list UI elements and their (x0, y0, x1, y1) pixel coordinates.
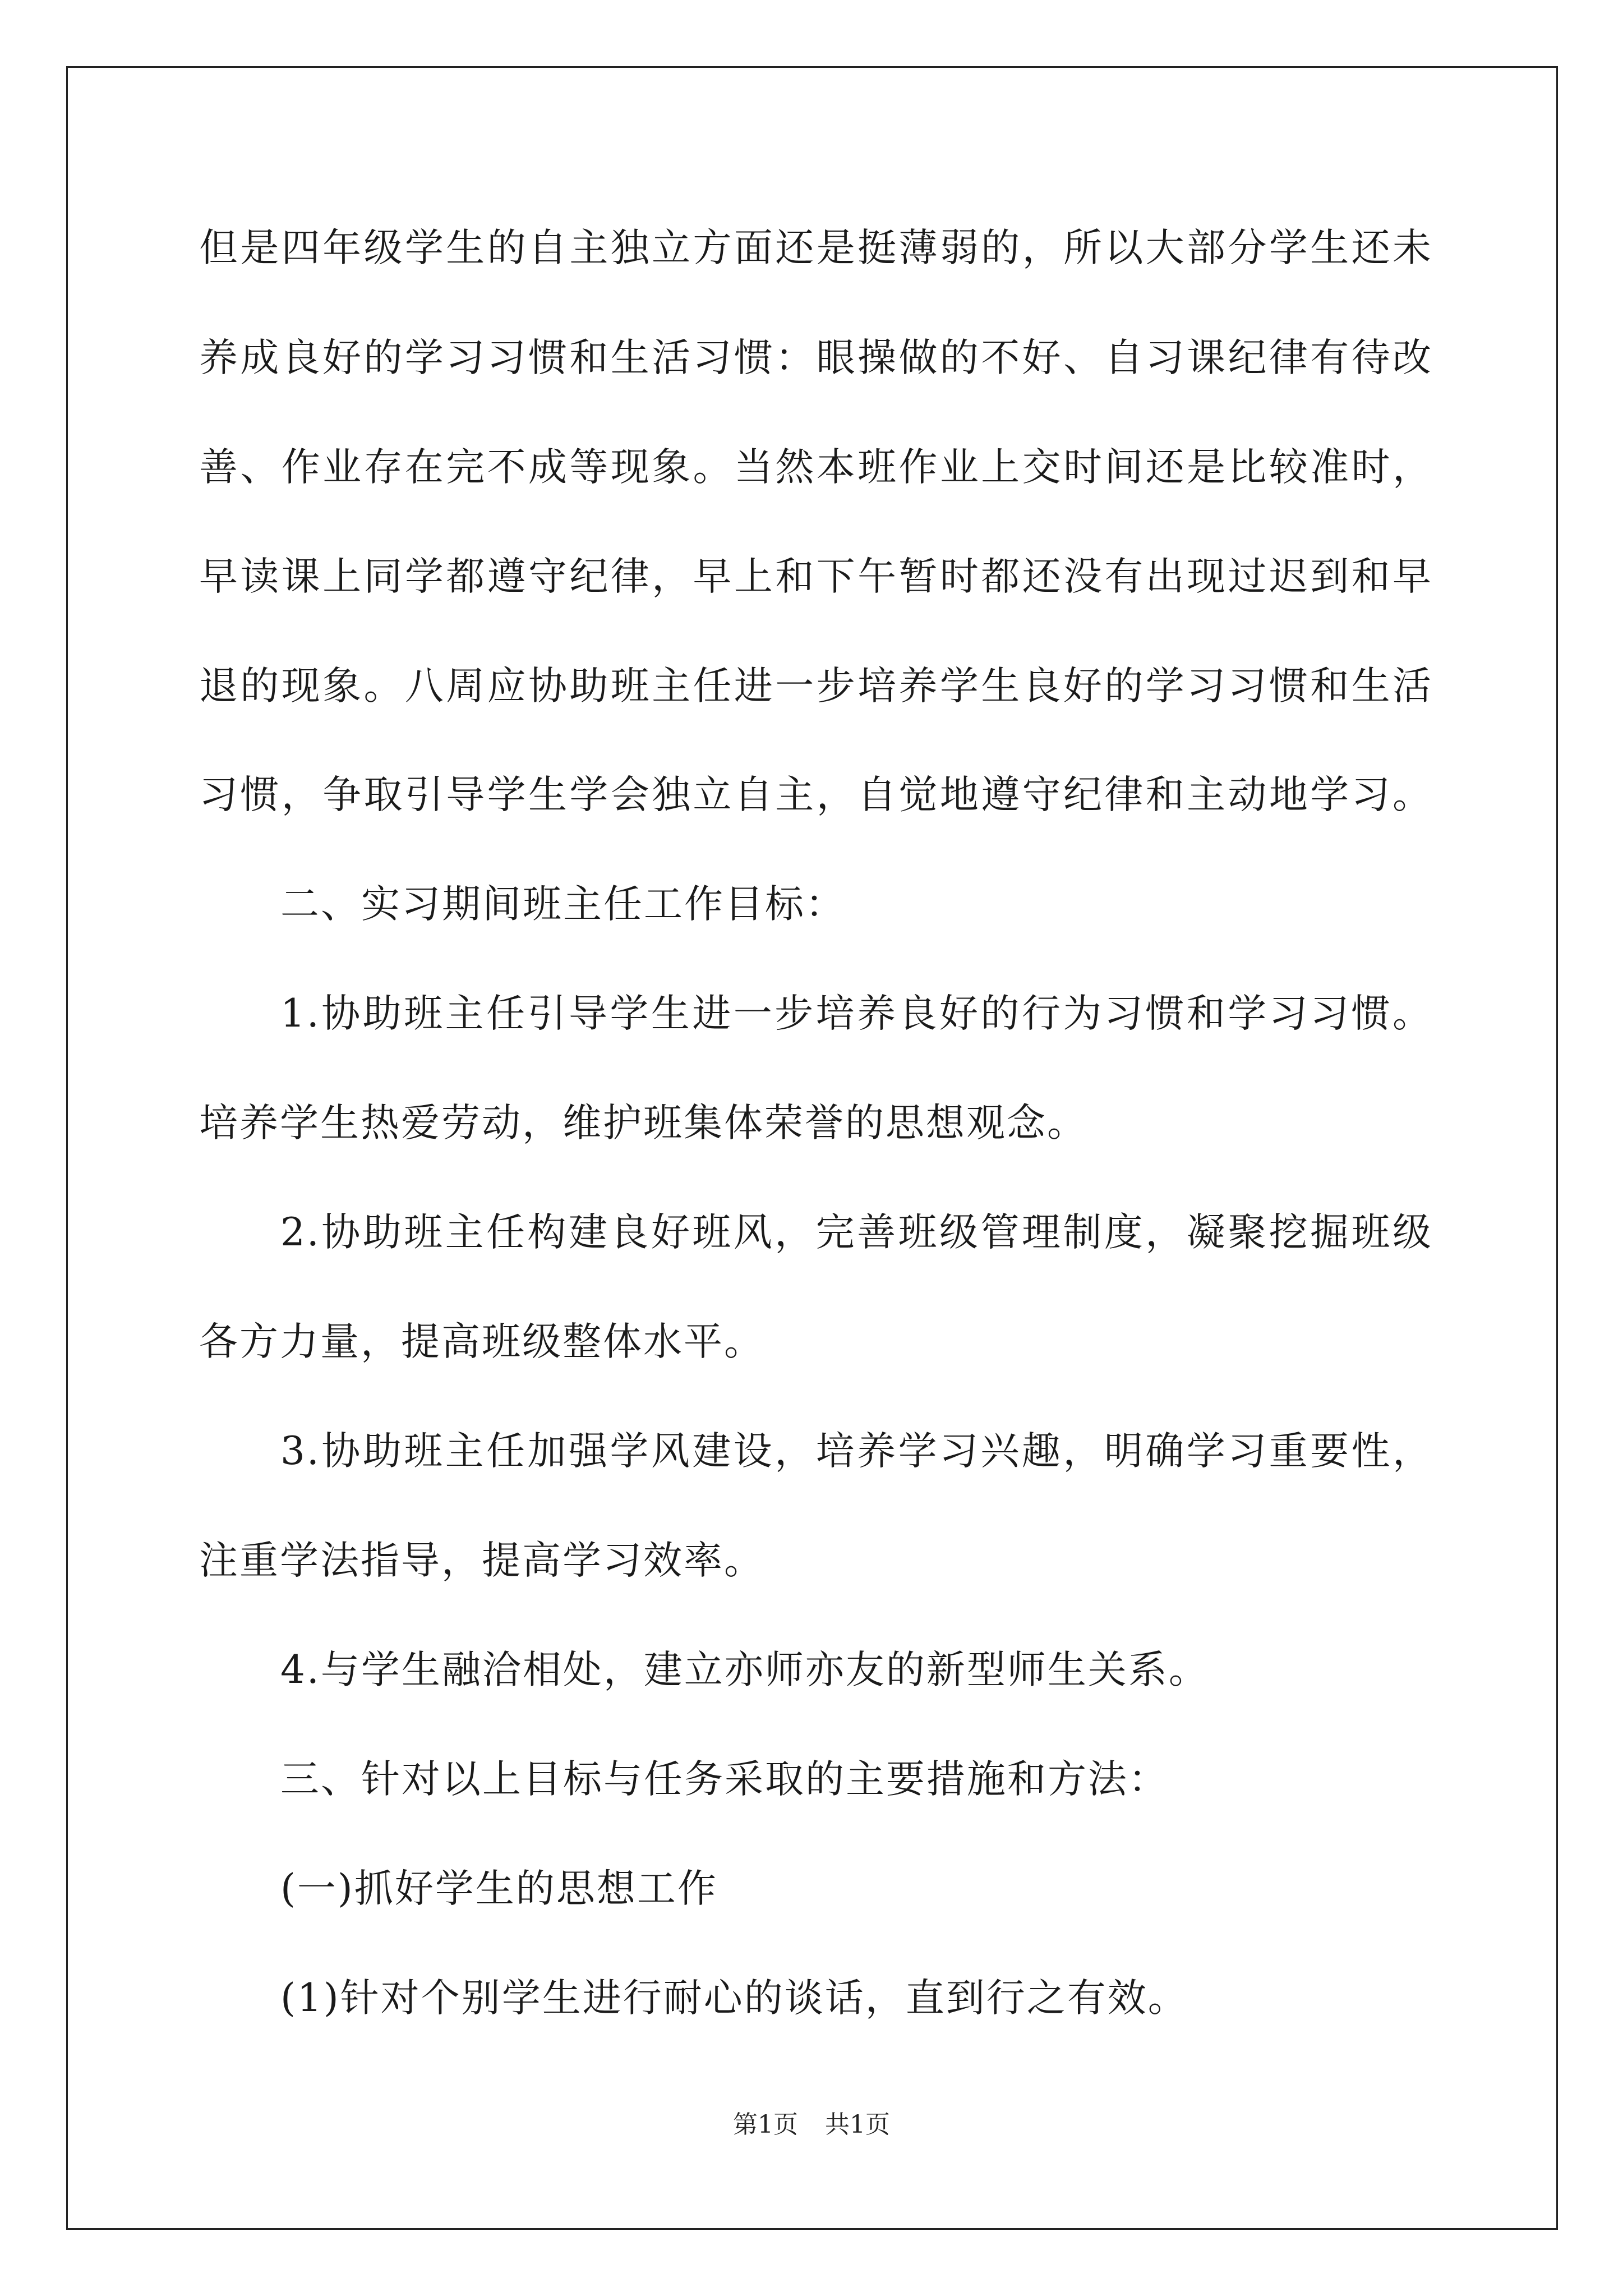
paragraph-line: 退的现象。八周应协助班主任进一步培养学生良好的学习习惯和生活 (199, 664, 1433, 708)
paragraph-line: 但是四年级学生的自主独立方面还是挺薄弱的，所以大部分学生还未 (199, 226, 1433, 270)
paragraph-line: 善、作业存在完不成等现象。当然本班作业上交时间还是比较准时， (199, 445, 1433, 490)
page-footer (0, 2108, 1623, 2142)
page-number: 第1页 (733, 2110, 798, 2139)
section-heading: 三、针对以上目标与任务采取的主要措施和方法： (280, 1757, 1169, 1802)
paragraph-line: 2.协助班主任构建良好班风，完善班级管理制度，凝聚挖掘班级 (280, 1210, 1433, 1255)
paragraph-line: 养成良好的学习习惯和生活习惯：眼操做的不好、自习课纪律有待改 (199, 335, 1433, 380)
paragraph-line: 各方力量，提高班级整体水平。 (199, 1319, 764, 1364)
paragraph-line: (1)针对个别学生进行耐心的谈话，直到行之有效。 (280, 1976, 1188, 2021)
paragraph-line: 4.与学生融洽相处，建立亦师亦友的新型师生关系。 (280, 1648, 1209, 1692)
section-heading: 二、实习期间班主任工作目标： (280, 882, 846, 927)
paragraph-line: 早读课上同学都遵守纪律，早上和下午暂时都还没有出现过迟到和早 (199, 554, 1433, 599)
paragraph-line: 1.协助班主任引导学生进一步培养良好的行为习惯和学习习惯。 (280, 991, 1433, 1036)
paragraph-line: 3.协助班主任加强学风建设，培养学习兴趣，明确学习重要性， (280, 1429, 1433, 1474)
subsection-heading: (一)抓好学生的思想工作 (280, 1866, 718, 1911)
page-total: 共1页 (825, 2110, 890, 2139)
paragraph-line: 习惯，争取引导学生学会独立自主，自觉地遵守纪律和主动地学习。 (199, 772, 1433, 817)
paragraph-line: 培养学生热爱劳动，维护班集体荣誉的思想观念。 (199, 1101, 1087, 1145)
paragraph-line: 注重学法指导，提高学习效率。 (199, 1538, 764, 1583)
